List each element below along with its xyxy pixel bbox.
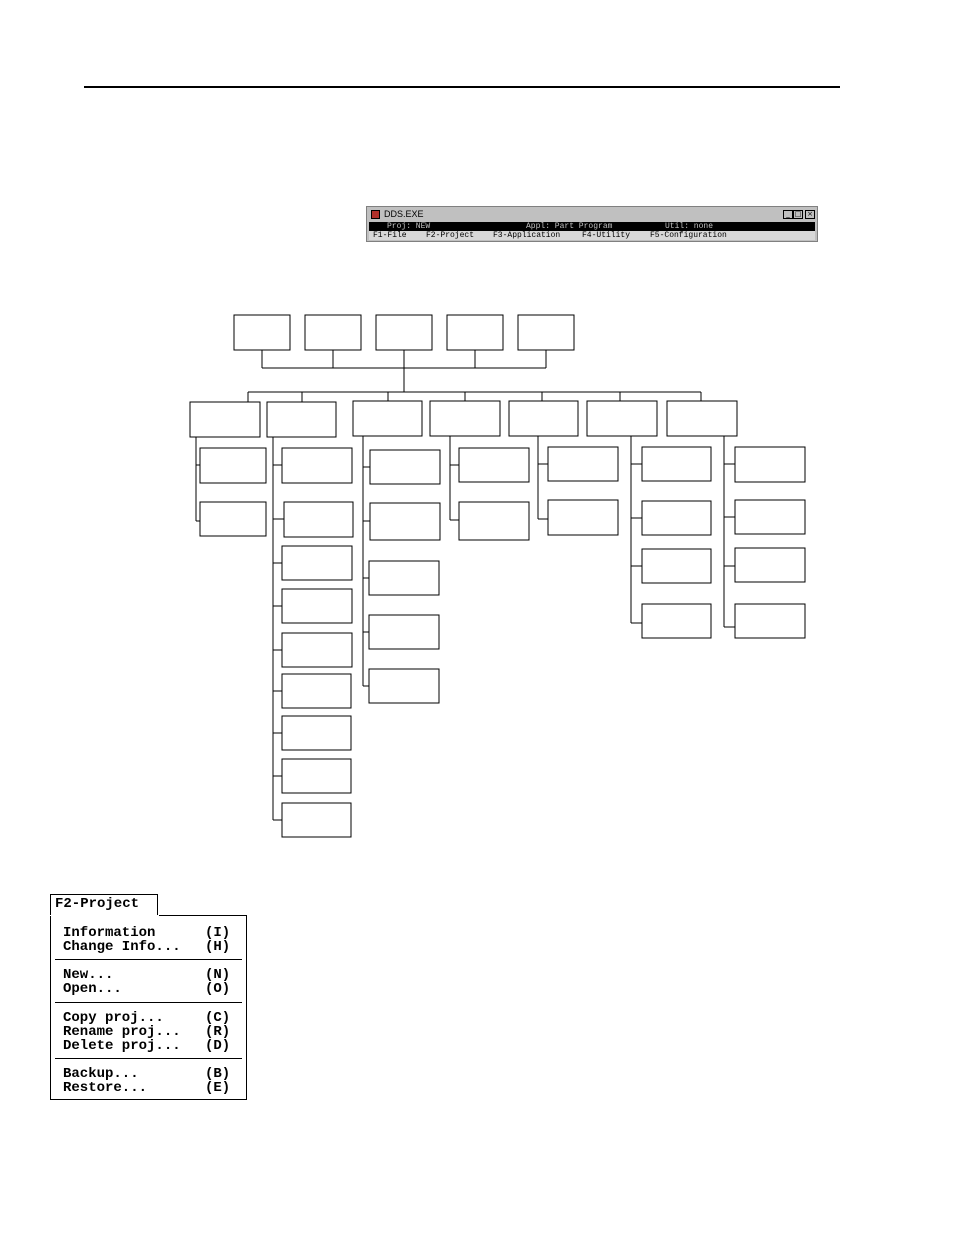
column-header-4 <box>430 401 500 436</box>
col7-child-1 <box>735 447 805 482</box>
minimize-icon[interactable]: _ <box>783 210 793 219</box>
menu-item-label: Information <box>63 925 156 941</box>
col3-child-2 <box>370 503 440 540</box>
col3-child-3 <box>369 561 439 595</box>
menu-item-shortcut: (O) <box>205 981 231 997</box>
col2-child-9 <box>282 803 351 837</box>
top-box-2 <box>305 315 361 350</box>
menu-f3-application[interactable]: F3-Application <box>493 231 561 240</box>
status-util: Util: none <box>665 222 714 231</box>
column-header-7 <box>667 401 737 436</box>
menu-item-label: Delete proj... <box>63 1038 181 1054</box>
menu-item-shortcut: (N) <box>205 967 231 983</box>
menu-item-shortcut: (R) <box>205 1024 231 1040</box>
menu-item-shortcut: (B) <box>205 1066 231 1082</box>
column-header-3 <box>353 401 422 436</box>
col3-child-5 <box>369 669 439 703</box>
menu-f5-configuration[interactable]: F5-Configuration <box>650 231 727 240</box>
close-icon[interactable]: × <box>805 210 815 219</box>
top-box-1 <box>234 315 290 350</box>
column-header-6 <box>587 401 657 436</box>
menu-item-label: Backup... <box>63 1066 139 1082</box>
col3-child-1 <box>370 450 440 484</box>
top-box-3 <box>376 315 432 350</box>
menu-f2-project[interactable]: F2-Project <box>426 231 475 240</box>
top-box-4 <box>447 315 503 350</box>
col4-child-1 <box>459 448 529 482</box>
col6-connector <box>631 436 642 623</box>
menu-f4-utility[interactable]: F4-Utility <box>582 231 631 240</box>
col7-connector <box>724 436 735 627</box>
menu-separator <box>55 1002 242 1003</box>
col1-child-1 <box>200 448 266 483</box>
menu-f1-file[interactable]: F1-File <box>373 231 407 240</box>
menu-item-label: Copy proj... <box>63 1010 164 1026</box>
col6-child-2 <box>642 501 711 535</box>
col1-child-2 <box>200 502 266 536</box>
col6-child-3 <box>642 549 711 583</box>
menu-separator <box>55 959 242 960</box>
col5-child-2 <box>548 500 618 535</box>
window-title: DDS.EXE <box>384 209 424 219</box>
f2-project-menu <box>50 915 247 1100</box>
col7-child-3 <box>735 548 805 582</box>
menu-separator <box>55 1058 242 1059</box>
column-header-2 <box>267 402 336 437</box>
col6-child-4 <box>642 604 711 638</box>
col2-child-3 <box>282 546 352 580</box>
menu-item-label: New... <box>63 967 114 983</box>
col2-child-6 <box>282 674 351 708</box>
col2-child-7 <box>282 716 351 750</box>
menu-item-shortcut: (C) <box>205 1010 231 1026</box>
menu-item-label: Restore... <box>63 1080 148 1096</box>
col2-child-8 <box>282 759 351 793</box>
col2-child-4 <box>282 589 352 623</box>
menu-item-restore[interactable] <box>63 1081 238 1137</box>
col2-child-5 <box>282 633 352 667</box>
col5-child-1 <box>548 447 618 481</box>
top-connector <box>262 350 546 392</box>
col1-connector <box>196 437 200 521</box>
col2-child-2 <box>284 502 353 537</box>
top-box-5 <box>518 315 574 350</box>
menu-item-shortcut: (H) <box>205 939 231 955</box>
col3-child-4 <box>369 615 439 649</box>
column-header-5 <box>509 401 578 436</box>
col2-child-1 <box>282 448 352 483</box>
menu-item-shortcut: (I) <box>205 925 231 941</box>
status-appl: Appl: Part Program <box>526 222 613 231</box>
col7-child-2 <box>735 500 805 534</box>
menu-item-label: Open... <box>63 981 122 997</box>
col4-connector <box>450 436 459 520</box>
menu-item-label: Change Info... <box>63 939 181 955</box>
menu-item-shortcut: (D) <box>205 1038 231 1054</box>
maximize-icon[interactable]: □ <box>794 210 802 218</box>
status-proj: Proj: NEW <box>387 222 431 231</box>
col6-child-1 <box>642 447 711 481</box>
f2-project-menu-tab[interactable]: F2-Project <box>50 894 158 916</box>
col7-child-4 <box>735 604 805 638</box>
col5-connector <box>538 436 548 519</box>
col4-child-2 <box>459 502 529 540</box>
column-header-1 <box>190 402 260 437</box>
menu-item-shortcut: (E) <box>205 1080 231 1096</box>
menu-item-label: Rename proj... <box>63 1024 181 1040</box>
